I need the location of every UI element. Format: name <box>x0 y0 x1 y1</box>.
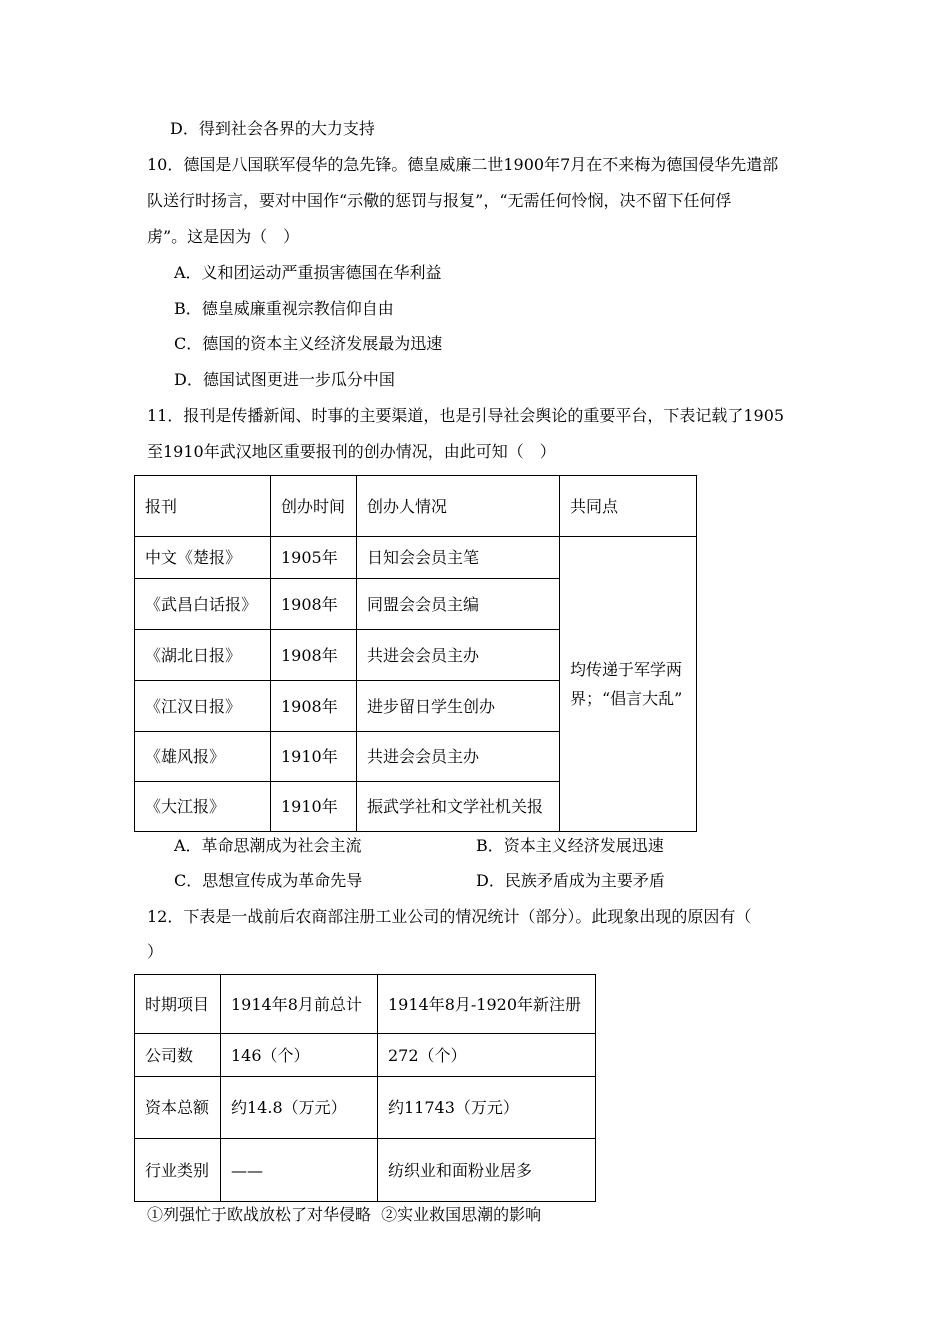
q11-newspaper-table <box>134 475 697 832</box>
table-common-cell: 均传递于军学两界；“倡言大乱” <box>560 537 697 832</box>
q12-company-table <box>134 974 596 1202</box>
table-cell: 中文《楚报》 <box>135 537 271 579</box>
table-cell: 1905年 <box>271 537 357 579</box>
table-cell: 日知会会员主笔 <box>357 537 560 579</box>
table-row <box>135 1077 596 1139</box>
table-header-cell: 创办人情况 <box>357 476 560 537</box>
q11-stem-line-2: 至1910年武汉地区重要报刊的创办情况，由此可知（ ） <box>147 442 556 461</box>
table-cell: 约11743（万元） <box>378 1077 596 1139</box>
table-cell: 约14.8（万元） <box>221 1077 378 1139</box>
table-cell: 进步留日学生创办 <box>357 681 560 732</box>
q10-option-b: B．德皇威廉重视宗教信仰自由 <box>174 299 394 318</box>
table-header-row <box>135 476 697 537</box>
table-header-cell: 共同点 <box>560 476 697 537</box>
q10-stem-line-2: 队送行时扬言，要对中国作“示儆的惩罚与报复”，“无需任何怜悯，决不留下任何俘 <box>147 191 732 210</box>
table-header-row <box>135 975 596 1034</box>
q12-statements: ①列强忙于欧战放松了对华侵略 ②实业救国思潮的影响 <box>147 1205 542 1224</box>
table-cell: 行业类别 <box>135 1139 221 1202</box>
q9-option-d: D．得到社会各界的大力支持 <box>170 119 375 138</box>
table-row <box>135 1034 596 1077</box>
table-cell: 1908年 <box>271 681 357 732</box>
q11-option-a: A．革命思潮成为社会主流 <box>174 836 362 855</box>
table-cell: 《武昌白话报》 <box>135 579 271 630</box>
table-cell: 振武学社和文学社机关报 <box>357 782 560 832</box>
table-cell: 1910年 <box>271 732 357 782</box>
q11-stem-line-1: 11．报刊是传播新闻、时事的主要渠道，也是引导社会舆论的重要平台，下表记载了1905 <box>147 406 785 425</box>
table-cell: 《湖北日报》 <box>135 630 271 681</box>
table-header-cell: 创办时间 <box>271 476 357 537</box>
table-cell: 272（个） <box>378 1034 596 1077</box>
q10-option-a: A．义和团运动严重损害德国在华利益 <box>174 263 442 282</box>
q12-stem-line-1: 12．下表是一战前后农商部注册工业公司的情况统计（部分）。此现象出现的原因有（ <box>147 907 752 926</box>
q11-option-d: D．民族矛盾成为主要矛盾 <box>476 871 665 890</box>
table-cell: 资本总额 <box>135 1077 221 1139</box>
table-header-cell: 时期项目 <box>135 975 221 1034</box>
table-cell: 《雄风报》 <box>135 732 271 782</box>
q11-option-b: B．资本主义经济发展迅速 <box>476 836 664 855</box>
table-cell: 《江汉日报》 <box>135 681 271 732</box>
table-row <box>135 537 697 579</box>
q10-stem-line-3: 虏”。这是因为（ ） <box>147 227 300 246</box>
q10-option-c: C．德国的资本主义经济发展最为迅速 <box>174 334 443 353</box>
q11-option-c: C．思想宣传成为革命先导 <box>174 871 363 890</box>
q12-stem-line-2: ） <box>147 942 164 961</box>
table-header-cell: 1914年8月-1920年新注册 <box>378 975 596 1034</box>
table-cell: 纺织业和面粉业居多 <box>378 1139 596 1202</box>
table-cell: 共进会会员主办 <box>357 630 560 681</box>
table-cell: 1908年 <box>271 579 357 630</box>
table-row <box>135 1139 596 1202</box>
table-cell: 共进会会员主办 <box>357 732 560 782</box>
table-cell: 《大江报》 <box>135 782 271 832</box>
table-header-cell: 1914年8月前总计 <box>221 975 378 1034</box>
table-cell: 公司数 <box>135 1034 221 1077</box>
q10-stem-line-1: 10．德国是八国联军侵华的急先锋。德皇威廉二世1900年7月在不来梅为德国侵华先遣部 <box>147 155 779 174</box>
table-cell: 同盟会会员主编 <box>357 579 560 630</box>
table-cell: —— <box>221 1139 378 1202</box>
table-cell: 1908年 <box>271 630 357 681</box>
q10-option-d: D．德国试图更进一步瓜分中国 <box>174 370 395 389</box>
table-cell: 146（个） <box>221 1034 378 1077</box>
table-header-cell: 报刊 <box>135 476 271 537</box>
table-cell: 1910年 <box>271 782 357 832</box>
